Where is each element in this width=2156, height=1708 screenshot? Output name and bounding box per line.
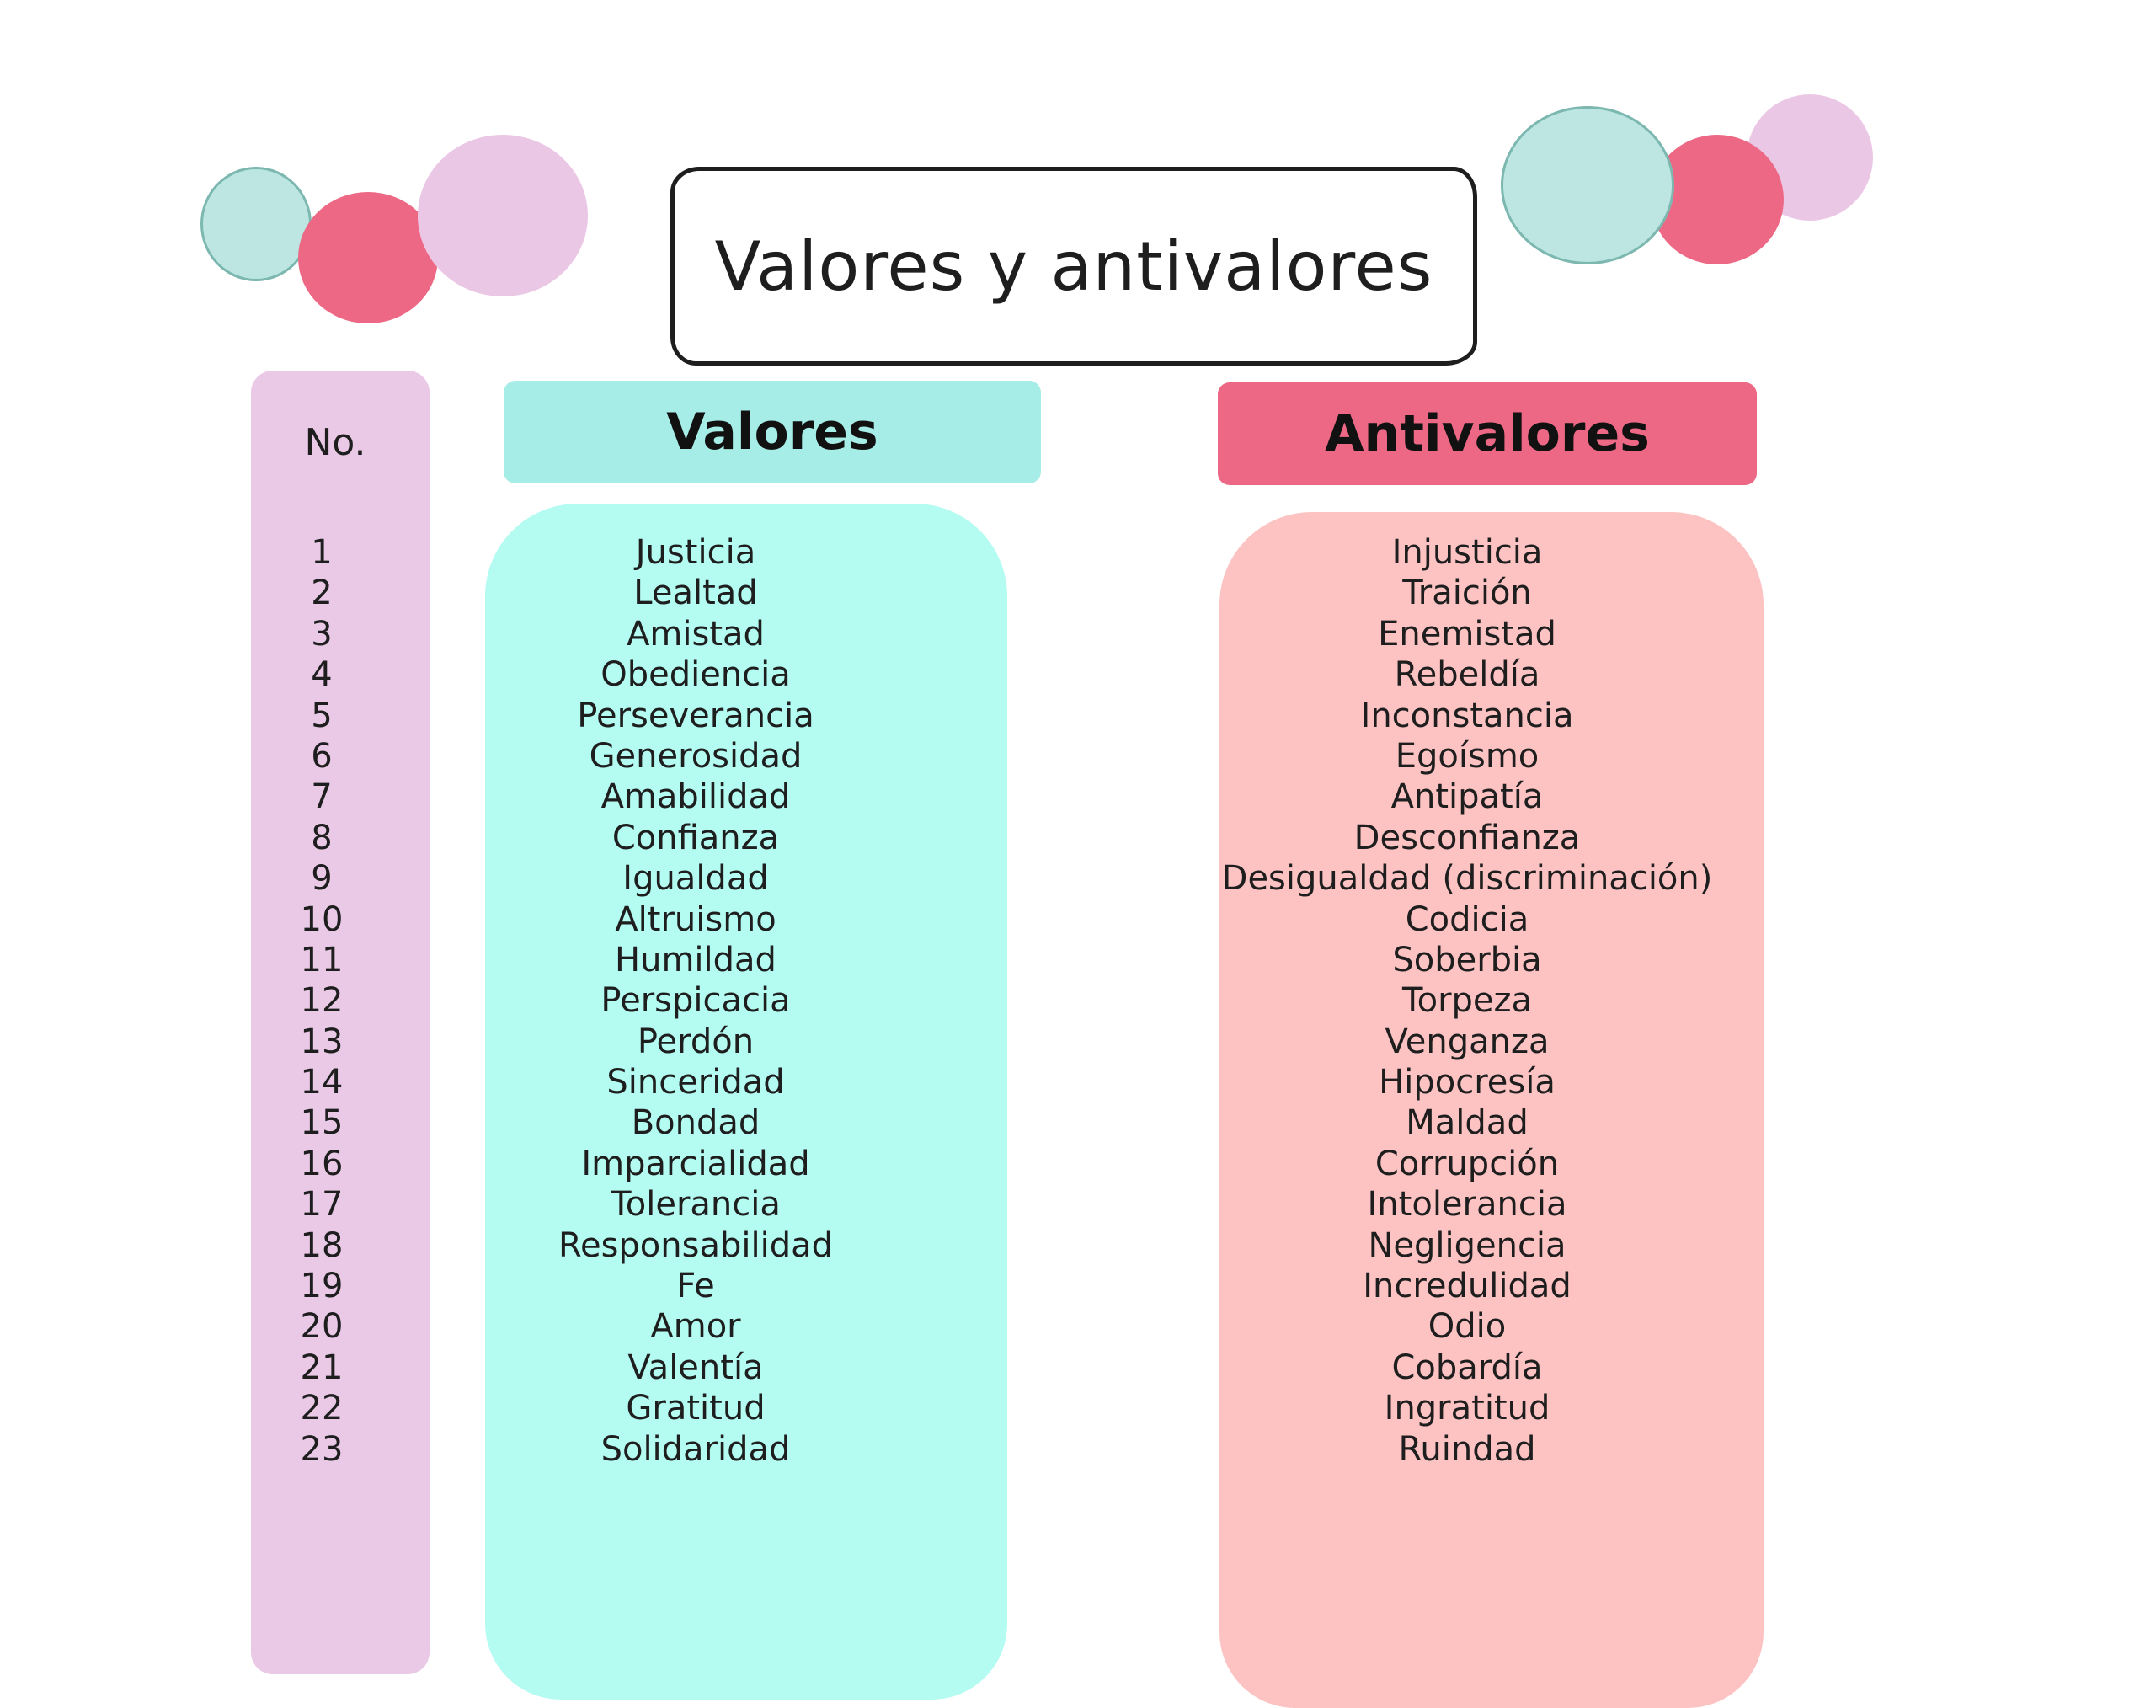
valor-list-item: Lealtad [633,574,758,613]
valor-list-item: Perspicacia [600,981,791,1021]
valor-list-item: Perdón [637,1022,755,1061]
antivalor-list-item: Incredulidad [1363,1267,1572,1306]
decor-circle-teal-right [1501,106,1674,264]
valor-list-item: Perseverancia [577,696,814,735]
antivalores-list [1216,532,1718,1470]
number-list-item: 21 [300,1348,344,1387]
valor-list-item: Solidaridad [600,1429,791,1469]
valor-list-item: Confianza [611,818,780,857]
number-column-header: No. [304,421,366,464]
decor-circle-lilac-left [418,135,588,296]
antivalor-list-item: Odio [1428,1307,1507,1347]
number-list-item: 20 [300,1307,344,1347]
antivalor-list-item: Ingratitud [1384,1389,1550,1428]
antivalor-list-item: Soberbia [1392,940,1542,979]
antivalor-list-item: Maldad [1406,1103,1529,1143]
number-list-item: 18 [300,1225,344,1265]
antivalor-list-item: Ruindad [1398,1429,1536,1469]
antivalor-list-item: Intolerancia [1367,1185,1567,1225]
antivalor-list-item: Egoísmo [1395,736,1540,776]
number-list-item: 16 [300,1144,344,1183]
number-list-item: 13 [300,1022,344,1061]
number-list [271,532,372,1470]
valores-list [485,532,906,1470]
number-list-item: 1 [311,533,333,572]
valor-list-item: Generosidad [589,736,803,776]
antivalor-list-item: Codicia [1405,899,1529,939]
valor-list-item: Igualdad [622,859,769,899]
antivalor-list-item: Traición [1402,574,1532,613]
valor-list-item: Amabilidad [600,777,791,817]
valor-list-item: Imparcialidad [581,1144,810,1183]
valor-list-item: Sinceridad [606,1063,785,1102]
number-list-item: 22 [300,1389,344,1428]
antivalor-list-item: Inconstancia [1360,696,1574,735]
antivalor-list-item: Desconfianza [1353,818,1581,857]
valor-list-item: Amor [650,1307,741,1347]
valor-list-item: Responsabilidad [558,1225,834,1265]
valores-header: Valores [504,381,1041,483]
antivalor-list-item: Torpeza [1401,981,1533,1021]
number-list-item: 4 [311,655,333,695]
antivalores-header: Antivalores [1218,382,1757,485]
valor-list-item: Bondad [631,1103,760,1143]
antivalor-list-item: Hipocresía [1379,1063,1556,1102]
valor-list-item: Fe [676,1267,715,1306]
valor-list-item: Humildad [615,940,776,979]
number-list-item: 6 [311,736,333,776]
valor-list-item: Amistad [627,614,765,654]
number-list-item: 17 [300,1185,344,1225]
valor-list-item: Justicia [635,533,756,572]
antivalor-list-item: Enemistad [1378,614,1556,654]
antivalor-list-item: Antipatía [1390,777,1544,817]
decor-circle-teal-left [200,167,312,281]
antivalor-list-item: Cobardía [1391,1348,1543,1387]
valor-list-item: Altruismo [615,899,776,939]
number-list-item: 8 [311,818,333,857]
antivalor-list-item: Rebeldía [1394,655,1540,695]
number-list-item: 9 [311,859,333,899]
number-list-item: 15 [300,1103,344,1143]
valor-list-item: Obediencia [600,655,791,695]
number-list-item: 5 [311,696,333,735]
antivalor-list-item: Negligencia [1368,1225,1566,1265]
valor-list-item: Valentía [627,1348,764,1387]
valor-list-item: Gratitud [626,1389,766,1428]
antivalor-list-item: Venganza [1385,1022,1550,1061]
page-title: Valores y antivalores [714,227,1433,306]
number-list-item: 7 [311,777,333,817]
number-list-item: 19 [300,1267,344,1306]
number-list-item: 11 [300,940,344,979]
number-list-item: 10 [300,899,344,939]
number-list-item: 23 [300,1429,344,1469]
antivalor-list-item: Corrupción [1374,1144,1560,1183]
title-box [670,167,1477,366]
antivalor-list-item: Injusticia [1391,533,1543,572]
valor-list-item: Tolerancia [611,1185,781,1225]
number-list-item: 3 [311,614,333,654]
number-list-item: 12 [300,981,344,1021]
number-list-item: 2 [311,574,333,613]
number-list-item: 14 [300,1063,344,1102]
antivalor-list-item: Desigualdad (discriminación) [1221,859,1713,899]
